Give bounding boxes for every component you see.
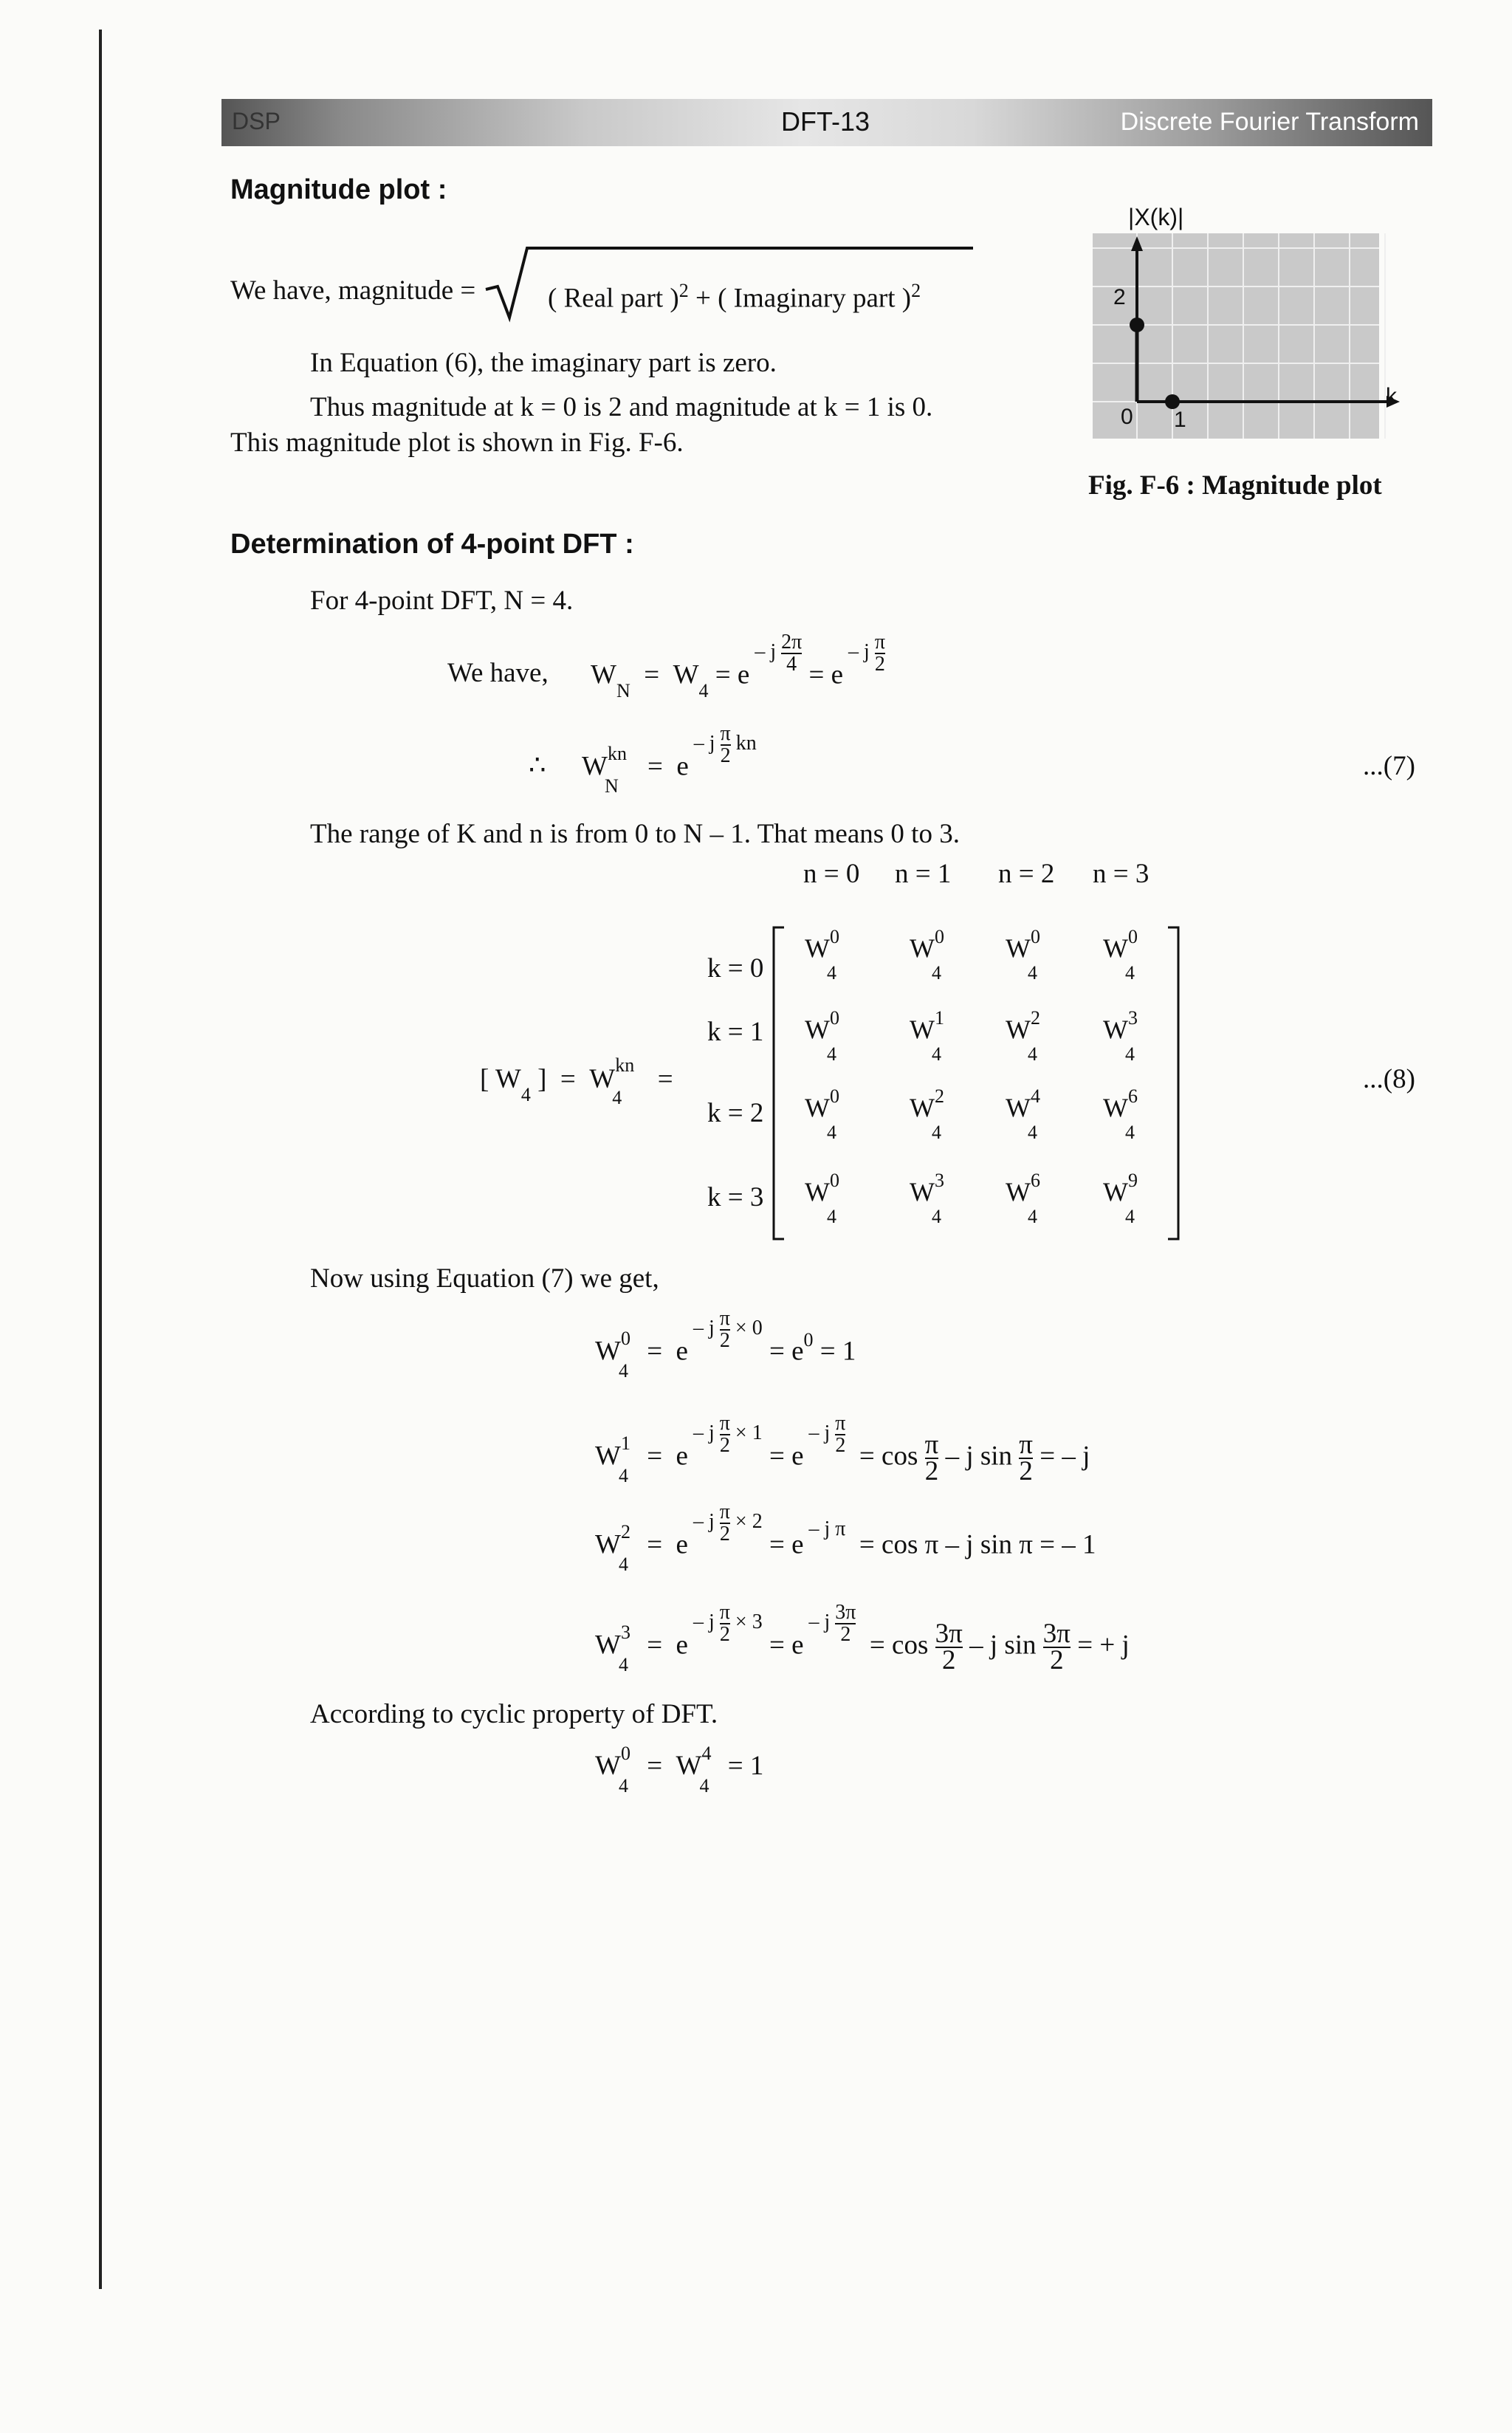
w4-2-equation: $W^2_4 = e$ $^{- j \frac{\pi}{2} \times 2}$ = e $^{- j \pi}$ = cos π – j sin π = – 1 <box>595 1500 1096 1576</box>
header-page-number: DFT-13 <box>781 106 870 137</box>
magnitude-formula-rhs <box>548 273 921 316</box>
w4-1-equation: $W^1_4 = e$ $^{- j \frac{\pi}{2} \times 1}$ = e $^{- j \frac{\pi}{2}}$ = cos $\frac{\pi}{2}$ – j sin $\frac{\pi}{2}$ = – j <box>595 1412 1090 1487</box>
w4-3-equation: $W^3_4 = e$ $^{- j \frac{\pi}{2} \times 3}$ = e $^{- j \frac{3\pi}{2}}$ = cos $\frac{3\pi}{2}$ – j sin $\frac{3\pi}{2}$ = + j <box>595 1601 1130 1676</box>
y-axis-label: |X(k)| <box>1128 204 1184 230</box>
now-using-sentence: Now using Equation (7) we get, <box>310 1263 659 1294</box>
w4-0-equation: $W^0_4 = e$ $^{- j \frac{\pi}{2} \times 0} = e^0 = 1$ <box>595 1307 856 1382</box>
n-label-0: n = 0 <box>803 859 860 889</box>
x-tick-0: 0 <box>1121 405 1133 429</box>
equation-8-label: ...(8) <box>1363 1064 1415 1094</box>
matrix-cell: $W^3$ $^4$ <box>1103 1007 1138 1065</box>
we-have-label: We have, <box>447 658 549 688</box>
range-sentence: The range of K and n is from 0 to N – 1. That means 0 to 3. <box>310 819 960 849</box>
real-part-term: ( Real part ) <box>548 283 679 314</box>
matrix-cell: $W^4$ $^4$ <box>1006 1085 1040 1143</box>
k-label-0: k = 0 <box>707 953 764 984</box>
x-axis-label: k <box>1386 384 1397 408</box>
matrix-cell: $W^0$ $^4$ <box>910 926 944 984</box>
magnitude-plot <box>1091 232 1401 446</box>
magnitude-formula-lhs: We have, magnitude = <box>230 275 476 306</box>
matrix-cell: $W^9$ $^4$ <box>1103 1170 1138 1227</box>
cyclic-equation: $W^0_4 = W^4_4 = 1$ <box>595 1743 764 1797</box>
dft-intro: For 4-point DFT, N = 4. <box>310 586 574 616</box>
data-point-k1 <box>1165 394 1180 409</box>
equation-7-label: ...(7) <box>1363 751 1415 781</box>
figure-caption: Fig. F-6 : Magnitude plot <box>1088 470 1382 501</box>
matrix-cell: $W^0$ $^4$ <box>805 1170 839 1227</box>
real-part-square: 2 <box>678 280 689 301</box>
imaginary-part-square: 2 <box>911 280 921 301</box>
cyclic-sentence: According to cyclic property of DFT. <box>310 1699 718 1729</box>
magnitude-heading: Magnitude plot : <box>230 174 447 205</box>
matrix-cell: $W^1$ $^4$ <box>910 1007 944 1065</box>
n-label-2: n = 2 <box>998 859 1055 889</box>
imaginary-part-term: + ( Imaginary part ) <box>688 283 912 314</box>
matrix-lhs-bracket: [ W <box>480 1064 521 1094</box>
n-label-1: n = 1 <box>895 859 952 889</box>
matrix-cell: $W^3$ $^4$ <box>910 1170 944 1227</box>
page-margin-rule <box>99 30 102 2289</box>
x-tick-1: 1 <box>1174 408 1186 432</box>
wn-equation: $W_N = W_4 = e$ $^{- j \frac{2\pi}{4}}$ = e $^{- j \frac{\pi}{2}}$ <box>591 631 885 701</box>
matrix-cell: $W^6$ $^4$ <box>1103 1085 1138 1143</box>
matrix-cell: $W^0$ $^4$ <box>805 1007 839 1065</box>
header-right: Discrete Fourier Transform <box>1120 108 1419 136</box>
header-left: DSP <box>232 108 281 134</box>
matrix-cell: $W^0$ $^4$ <box>1006 926 1040 984</box>
magnitude-line-3: This magnitude plot is shown in Fig. F-6. <box>230 428 684 458</box>
matrix-lhs: [ $W_4$ ] = $W^{kn}_4$ = <box>480 1054 673 1108</box>
matrix-cell: $W^0$ $^4$ <box>805 1085 839 1143</box>
y-tick-2: 2 <box>1113 285 1126 309</box>
page-header <box>221 99 1432 146</box>
data-point-k0 <box>1130 318 1144 332</box>
matrix-cell: $W^0$ $^4$ <box>1103 926 1138 984</box>
matrix-cell: $W^0$ $^4$ <box>805 926 839 984</box>
matrix-cell: $W^2$ $^4$ <box>910 1085 944 1143</box>
magnitude-line-2: Thus magnitude at k = 0 is 2 and magnitude at k = 1 is 0. <box>310 392 933 422</box>
k-label-2: k = 2 <box>707 1098 764 1128</box>
matrix-cell: $W^2$ $^4$ <box>1006 1007 1040 1065</box>
dft-heading: Determination of 4-point DFT : <box>230 529 634 560</box>
matrix-cell: $W^6$ $^4$ <box>1006 1170 1040 1227</box>
k-label-3: k = 3 <box>707 1182 764 1212</box>
wnkn-equation: $W^{kn}_N = e$ $^{- j \frac{\pi}{2} kn}$ <box>582 722 757 797</box>
n-label-3: n = 3 <box>1093 859 1150 889</box>
k-label-1: k = 1 <box>707 1017 764 1047</box>
magnitude-line-1: In Equation (6), the imaginary part is zero. <box>310 348 777 378</box>
therefore-symbol: ∴ <box>529 750 546 780</box>
